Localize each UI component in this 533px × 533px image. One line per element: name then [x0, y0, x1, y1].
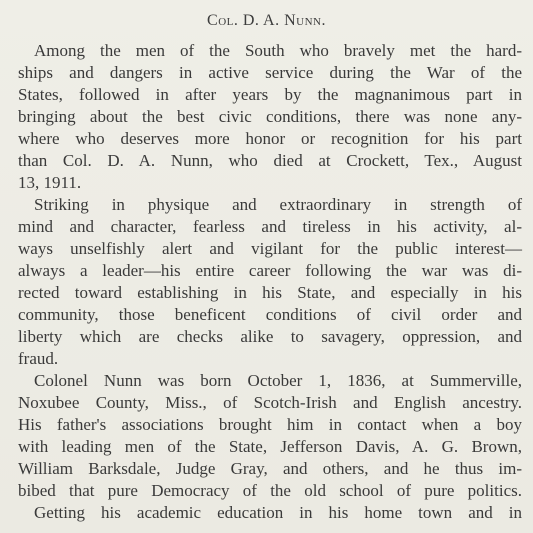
- text-line: with leading men of the State, Jefferson Davis, A. G. Brown,: [18, 437, 522, 456]
- text-line: rected toward establishing in his State, and especially in his: [18, 283, 522, 302]
- text-line: William Barksdale, Judge Gray, and others, and he thus im-: [18, 459, 522, 478]
- text-line: than Col. D. A. Nunn, who died at Crockett, Tex., August: [18, 151, 522, 170]
- text-line: bibed that pure Democracy of the old school of pure politics.: [18, 481, 522, 500]
- text-line: where who deserves more honor or recognition for his part: [18, 129, 522, 148]
- text-line: His father's associations brought him in contact when a boy: [18, 415, 522, 434]
- text-line: Colonel Nunn was born October 1, 1836, at Summerville,: [34, 371, 522, 390]
- text-line: community, those beneficent conditions of civil order and: [18, 305, 522, 324]
- text-line: liberty which are checks alike to savagery, oppression, and: [18, 327, 522, 346]
- page-title: Col. D. A. Nunn.: [207, 12, 326, 29]
- text-line: Among the men of the South who bravely met the hard-: [34, 41, 522, 60]
- text-line: ships and dangers in active service during the War of the: [18, 63, 522, 82]
- text-line: 13, 1911.: [18, 173, 82, 192]
- text-line: Noxubee County, Miss., of Scotch-Irish and English ancestry.: [18, 393, 522, 412]
- text-line: ways unselfishly alert and vigilant for the public interest—: [18, 239, 522, 258]
- text-line: Getting his academic education in his home town and in: [34, 503, 522, 522]
- text-line: bringing about the best civic conditions, there was none any-: [18, 107, 522, 126]
- text-line: fraud.: [18, 349, 59, 368]
- text-line: mind and character, fearless and tireless in his activity, al-: [18, 217, 522, 236]
- text-line: Striking in physique and extraordinary in strength of: [34, 195, 522, 214]
- text-line: always a leader—his entire career following the war was di-: [18, 261, 522, 280]
- text-line: States, followed in after years by the magnanimous part in: [18, 85, 522, 104]
